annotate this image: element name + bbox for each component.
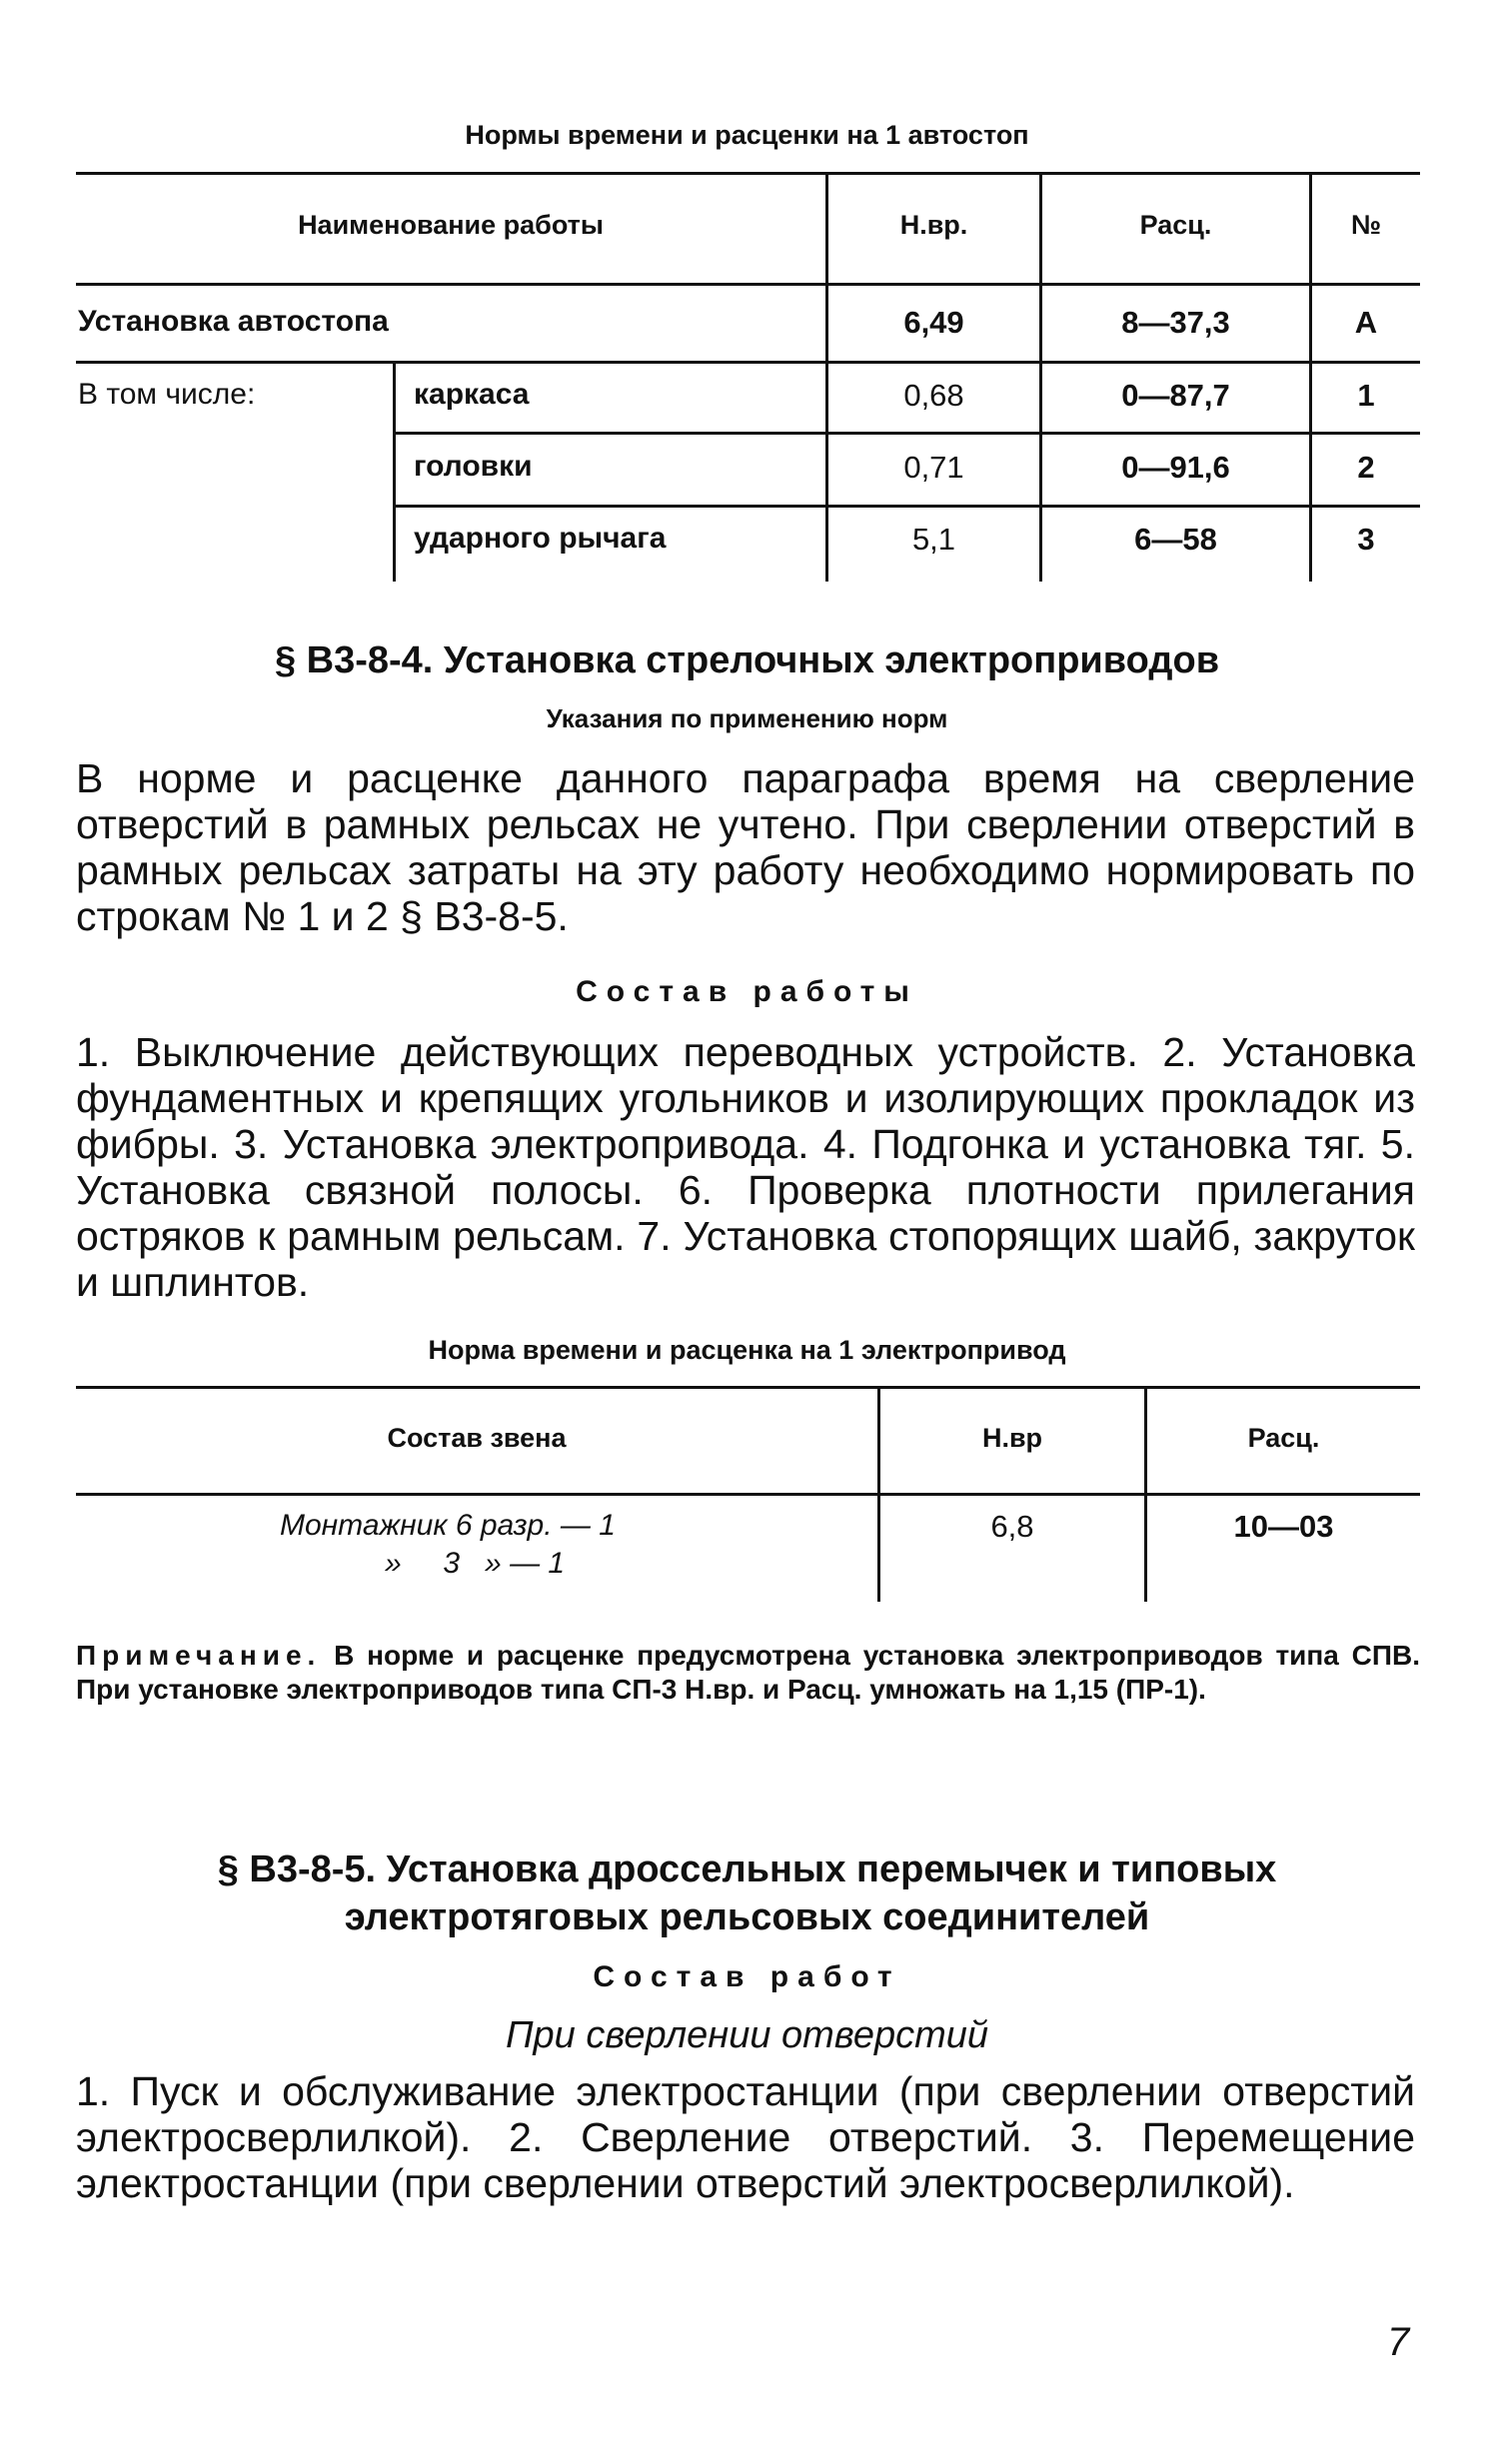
table1-subrow-divider [393,361,396,582]
table1-header-rule [76,283,1420,286]
table1-row1-name: каркаса [414,378,530,411]
table2-nvr-value: 6,8 [990,1509,1034,1544]
section-b384-paragraph: В норме и расценке данного параграфа время на сверление отверстий в рамных рельсах не учтено. При сверлении отверстий в рамных рельсах затраты на эту работу необходимо нормировать по строкам № 1 и 2 § В3-8-5. [76,755,1415,939]
table2-header-nvr: Н.вр [981,1423,1043,1453]
table1-row1-rule [395,432,1420,435]
table2-header-rasc: Расц. [1247,1423,1320,1453]
table1-row2-rule [395,505,1420,508]
table1-header-num: № [1350,210,1382,240]
table1-top-rule [76,172,1420,175]
table2-header-crew: Состав звена [387,1423,567,1453]
table1-row2-nvr: 0,71 [903,450,964,485]
table1-including-label: В том числе: [78,378,256,411]
table2-crew-line2: » 3 » — 1 [385,1547,566,1580]
section-b384-subtitle: Указания по применению норм [546,703,948,733]
table1-row2-name: головки [414,450,533,483]
work-composition-label: Состав работы [576,975,918,1008]
work-composition-text: 1. Выключение действующих переводных устройств. 2. Установка фундаментных и крепящих угольников и изолирующих прокладок из фибры. 3. Установка электропривода. 4. Подгонка и установка тяг. 5. Установка связной полосы. 6. Проверка плотности прилегания остряков к рамным рельсам. 7. Установка стопорящих шайб, закруток и шплинтов. [76,1029,1415,1305]
section-b385-work-label: Состав работ [593,1960,901,1993]
table1-total-nvr: 6,49 [903,305,964,340]
table1-total-rasc: 8—37,3 [1121,305,1230,340]
table2-header-rule [76,1493,1420,1496]
table2-caption: Норма времени и расценка на 1 электропривод [428,1335,1066,1365]
table1-row2-num: 2 [1357,450,1375,485]
table1-row3-rasc: 6—58 [1134,522,1217,557]
section-b384-title: § В3-8-4. Установка стрелочных электроприводов [274,639,1220,681]
table2-top-rule [76,1386,1420,1389]
table1-row1-num: 1 [1357,378,1375,413]
note-label: Примечание. [76,1640,322,1671]
note-block [76,1639,1420,1707]
table1-total-rule [76,361,1420,364]
table2-rasc-value: 10—03 [1233,1509,1334,1544]
table1-row1-nvr: 0,68 [903,378,964,413]
table1-row3-nvr: 5,1 [911,522,956,557]
table1-row3-num: 3 [1357,522,1375,557]
table2-col-divider-2 [1144,1386,1147,1602]
table1-caption: Нормы времени и расценки на 1 автостоп [465,120,1029,150]
table2-crew-line1: Монтажник 6 разр. — 1 [280,1509,616,1542]
section-b385-title-line2: электротяговых рельсовых соединителей [344,1896,1150,1938]
table1-total-num: А [1354,305,1378,340]
note-text: В норме и расценке предусмотрена установка электроприводов типа СПВ. При установке электроприводов типа СП-3 Н.вр. и Расц. умножать на 1,15 (ПР-1). [76,1640,1420,1705]
table1-row1-rasc: 0—87,7 [1121,378,1230,413]
table1-row2-rasc: 0—91,6 [1121,450,1230,485]
section-b385-subsection: При сверлении отверстий [505,2014,989,2056]
table1-total-name: Установка автостопа [78,305,389,338]
table2-col-divider-1 [877,1386,880,1602]
table1-header-nvr: Н.вр. [899,210,968,240]
table1-row3-name: ударного рычага [414,522,667,555]
page-number: 7 [1387,2320,1410,2364]
section-b385-title-line1: § В3-8-5. Установка дроссельных перемычек и типовых [217,1848,1277,1890]
section-b385-paragraph: 1. Пуск и обслуживание электростанции (при сверлении отверстий электросверлилкой). 2. Сверление отверстий. 3. Перемещение электростанции (при сверлении отверстий электросверлилкой). [76,2068,1415,2206]
table1-header-name: Наименование работы [298,210,604,240]
table1-header-rasc: Расц. [1139,210,1212,240]
